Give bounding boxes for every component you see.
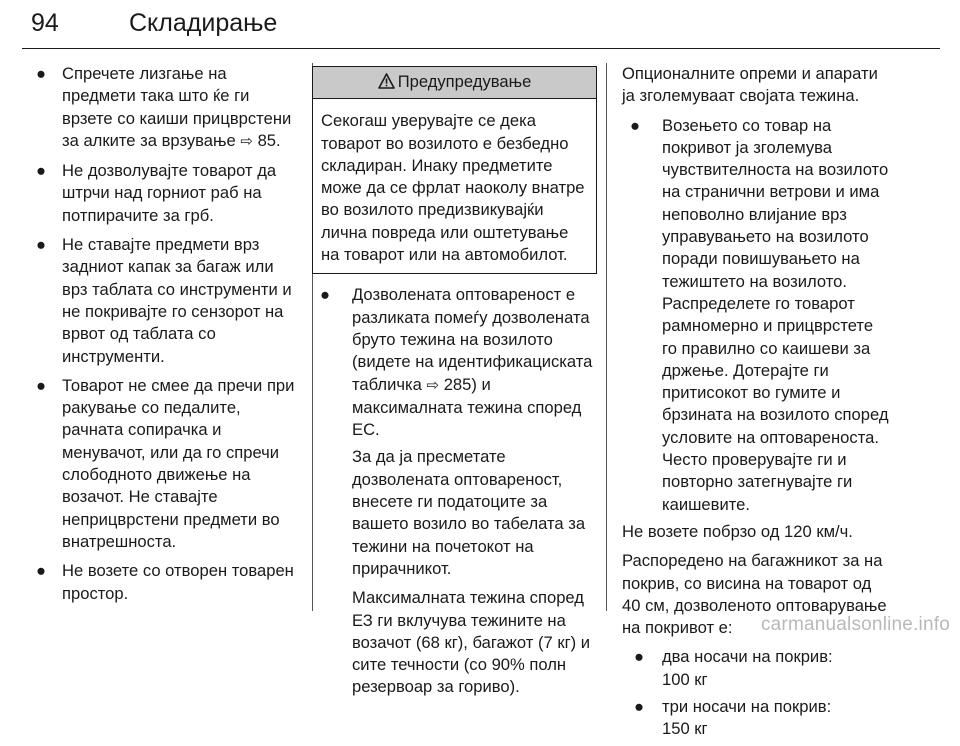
paragraph: За да ја пресметате дозволената оптовареност, внесете ги податоците за вашето возило во табелата за тежини на почетокот на прирачникот.	[352, 447, 586, 578]
list-item: ● Дозволената оптовареност е разликата помеѓу дозволената бруто тежина на возилото (видете на идентификациската табличка ⇨ 285) и максималната тежина според ЕС. За да ја пресметате дозволената оптовареност, внесете ги податоците за вашето возило во табелата за тежини на почетокот на прирачникот. Максималната тежина според ЕЗ ги вклучува тежините на возачот (68 кг), багажот (7 кг) и сите течности (со 90% полн резервоар за гориво).	[312, 284, 597, 698]
page-ref-arrow-icon: ⇨	[240, 132, 253, 150]
page-number: 94	[31, 9, 59, 37]
list-item: ● Не ставајте предмети врз задниот капак за багаж или врз таблата со инструменти и не покривајте го сензорот на врвот од таблата со инструменти.	[35, 235, 292, 366]
list-item: ● два носачи на покрив: 100 кг	[633, 647, 833, 689]
list-item: ● три носачи на покрив: 150 кг	[633, 697, 832, 739]
bullet-icon: ●	[35, 561, 47, 581]
header-rule	[22, 48, 940, 49]
warning-text: Секогаш уверувајте се дека товарот во возилото е безбедно складиран. Инаку предметите може да се фрлат наоколу внатре во возилото предизвикувајќи лична повреда или оштетување на товарот или на автомобилот.	[321, 111, 585, 265]
page-ref[interactable]: 285) и	[443, 374, 491, 394]
warning-title: Предупредување	[397, 72, 532, 91]
sub-bullet-list	[622, 646, 892, 740]
middle-column	[312, 66, 597, 706]
bullet-icon: ●	[35, 161, 47, 181]
page-ref[interactable]: 85.	[257, 130, 281, 150]
bullet-list	[622, 115, 892, 516]
warning-box	[312, 66, 597, 274]
bullet-icon: ●	[35, 64, 47, 83]
bullet-list	[34, 63, 296, 605]
left-column	[34, 63, 296, 612]
list-item: ● Товарот не смее да пречи при ракување со педалите, рачната сопирачка и менувачот, или да го спречи слободното движење на возачот. Не ставајте неприцврстени предмети во внатрешноста.	[35, 375, 295, 551]
right-column	[622, 63, 892, 746]
watermark: carmanualsonline.info	[760, 614, 950, 635]
section-title: Складирање	[129, 9, 278, 37]
bullet-icon: ●	[633, 647, 645, 667]
column-divider-2	[606, 63, 607, 611]
paragraph: Распоредено на багажникот за на покрив, со висина на товарот од 40 см, дозволеното оптоварување на покривот е:	[622, 551, 887, 638]
paragraph: Максималната тежина според ЕЗ ги вклучува тежините на возачот (68 кг), багажот (7 кг) и сите течности (со 90% полн резервоар за гориво).	[352, 588, 591, 697]
warning-header	[313, 67, 596, 99]
page-ref-arrow-icon: ⇨	[426, 376, 440, 394]
bullet-icon: ●	[633, 697, 645, 717]
list-item: ● Не дозволувајте товарот да штрчи над горниот раб на потпирачите за грб.	[35, 161, 277, 225]
paragraph: Опционалните опреми и апарати ја зголемуваат својата тежина.	[622, 64, 878, 106]
bullet-icon: ●	[35, 375, 47, 395]
warning-triangle-icon	[378, 73, 395, 95]
list-item: ● Не возете со отворен товарен простор.	[35, 561, 294, 603]
paragraph: Не возете побрзо од 120 км/ч.	[622, 521, 853, 541]
bullet-icon: ●	[35, 235, 47, 255]
list-item: ● Спречете лизгање на предмети така што ќе ги врзете со каиши прицврстени за алките за врзување ⇨ 85.	[35, 64, 292, 150]
bullet-list	[312, 284, 597, 698]
page-header	[22, 0, 940, 48]
bullet-icon: ●	[319, 285, 331, 305]
list-item: ● Возењето со товар на покривот ја зголемува чувствителноста на возилото на странични ветрови и има неповолно влијание врз управувањето на возилото поради повишувањето на тежиштето на возилото. Распределете го товарот рамномерно и прицврстете го правилно со каишеви за држење. Дотерајте ги притисокот во гумите и брзината на возилото според условите на оптовареноста. Често проверувајте ги и повторно затегнувајте ги каишевите.	[629, 115, 889, 514]
bullet-icon: ●	[629, 115, 641, 135]
